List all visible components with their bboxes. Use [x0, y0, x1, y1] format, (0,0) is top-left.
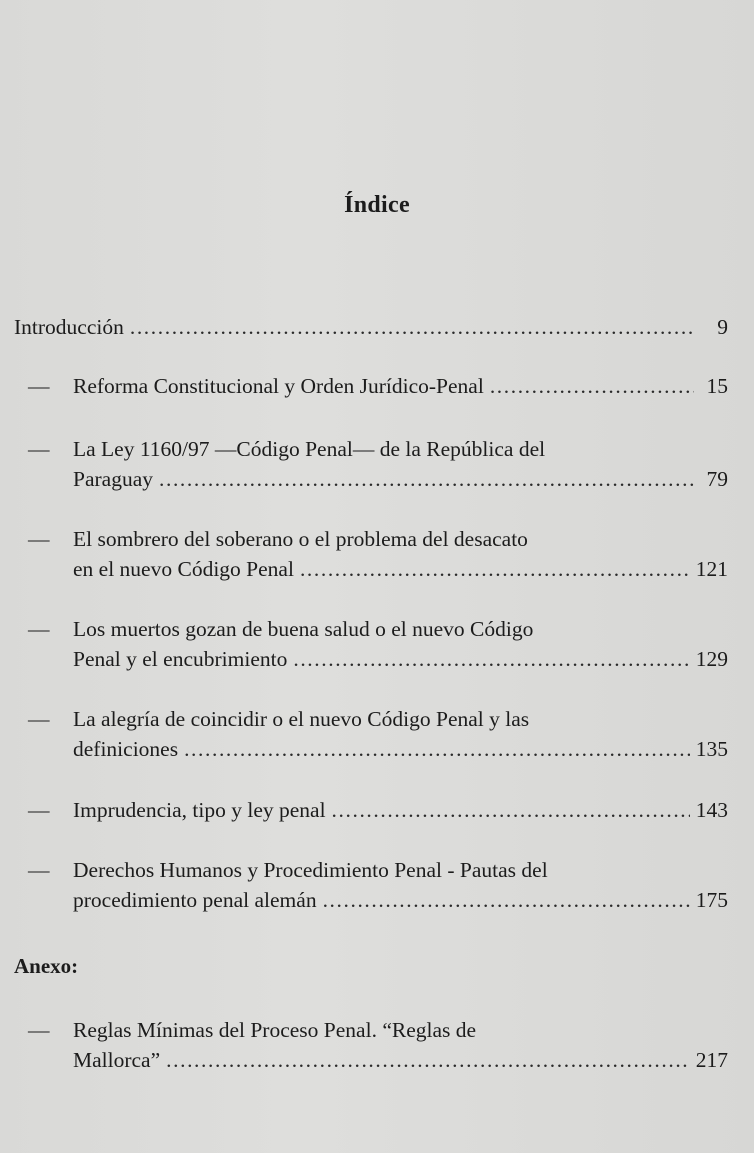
toc-entry-title: Reglas Mínimas del Proceso Penal. “Reglas de — [73, 1018, 477, 1042]
entry-dash: — — [28, 798, 50, 822]
toc-line-2 — [73, 464, 728, 494]
toc-line-2 — [73, 1045, 728, 1075]
toc-entry-text — [73, 1015, 728, 1075]
toc-page-number: 175 — [695, 888, 728, 912]
toc-page-number: 129 — [695, 647, 728, 671]
toc-line-1 — [73, 524, 728, 554]
entry-dash: — — [28, 1018, 50, 1042]
dot-leader — [130, 312, 694, 342]
dot-leader — [490, 371, 694, 401]
toc-entry-title-cont: Penal y el encubrimiento — [73, 647, 288, 671]
toc-line — [73, 795, 728, 825]
entry-dash: — — [28, 374, 50, 398]
toc-line-1 — [73, 614, 728, 644]
toc-page-number: 79 — [706, 467, 728, 491]
toc-line-1 — [73, 1015, 728, 1045]
index-title: Índice — [344, 192, 410, 218]
toc-entry-title-cont: definiciones — [73, 737, 179, 761]
toc-entry-title-cont: procedimiento penal alemán — [73, 888, 317, 912]
toc-line-2 — [73, 885, 728, 915]
toc-entry-title: La alegría de coincidir o el nuevo Código Penal y las — [73, 707, 530, 731]
toc-entry-text — [73, 524, 728, 584]
toc-page-number: 217 — [695, 1048, 728, 1072]
toc-entry-title: Imprudencia, tipo y ley penal — [73, 798, 326, 822]
toc-line-2 — [73, 644, 728, 674]
toc-entry-title: Introducción — [14, 315, 124, 339]
toc-page-number: 135 — [695, 737, 728, 761]
entry-dash: — — [28, 858, 50, 882]
toc-entry-title: El sombrero del soberano o el problema del desacato — [73, 527, 528, 551]
dot-leader — [323, 885, 690, 915]
toc-entry-text — [73, 855, 728, 915]
toc-line-1 — [73, 434, 728, 464]
toc-entry-title-cont: en el nuevo Código Penal — [73, 557, 294, 581]
entry-dash: — — [28, 437, 50, 461]
dot-leader — [300, 554, 690, 584]
toc-line-2 — [73, 554, 728, 584]
toc-page-number: 121 — [695, 557, 728, 581]
dot-leader — [184, 734, 690, 764]
toc-entry-text — [73, 434, 728, 494]
dot-leader — [166, 1045, 690, 1075]
toc-line — [14, 312, 728, 342]
toc-entry-title: La Ley 1160/97 —Código Penal— de la República del — [73, 437, 546, 461]
toc-page-number: 9 — [717, 315, 728, 339]
toc-entry-text — [73, 704, 728, 764]
toc-line-1 — [73, 704, 728, 734]
toc-entry-title: Reforma Constitucional y Orden Jurídico-Penal — [73, 374, 484, 398]
entry-dash: — — [28, 617, 50, 641]
toc-page-number: 143 — [695, 798, 728, 822]
toc-line — [73, 371, 728, 401]
dot-leader — [332, 795, 690, 825]
entry-dash: — — [28, 527, 50, 551]
toc-page-number: 15 — [706, 374, 728, 398]
toc-line-1 — [73, 855, 728, 885]
toc-entry-title: Derechos Humanos y Procedimiento Penal - Pautas del — [73, 858, 548, 882]
toc-line-2 — [73, 734, 728, 764]
anexo-heading: Anexo: — [14, 954, 79, 978]
dot-leader — [293, 644, 689, 674]
toc-entry-title: Los muertos gozan de buena salud o el nuevo Código — [73, 617, 534, 641]
entry-dash: — — [28, 707, 50, 731]
toc-entry-title-cont: Paraguay — [73, 467, 153, 491]
toc-entry-title-cont: Mallorca” — [73, 1048, 161, 1072]
toc-entry-text — [73, 614, 728, 674]
dot-leader — [159, 464, 694, 494]
